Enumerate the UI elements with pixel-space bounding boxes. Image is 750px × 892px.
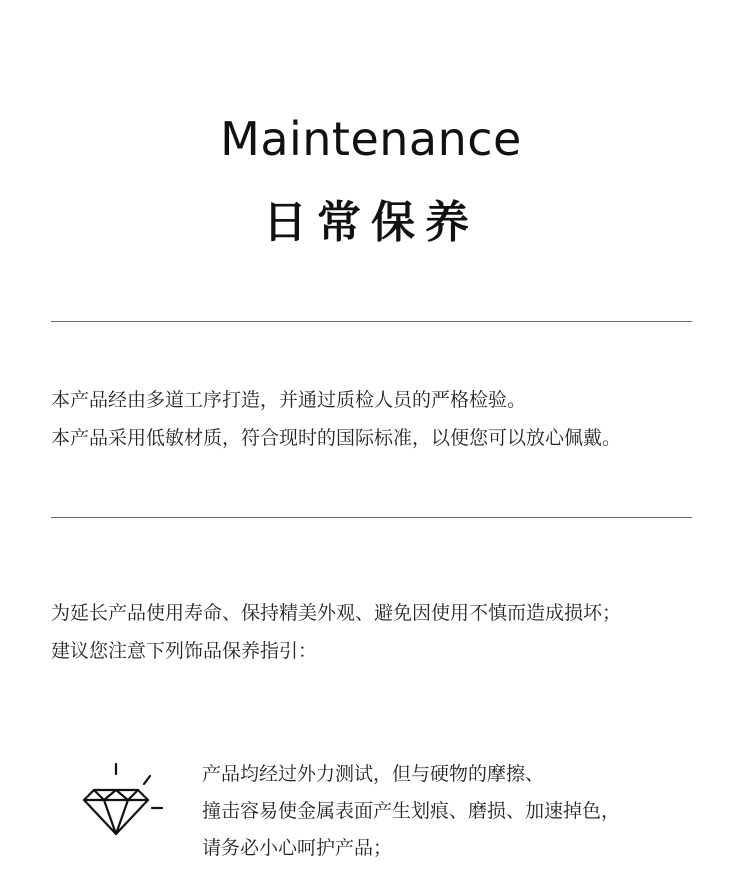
page-title-zh: 日常保养 [263, 197, 479, 248]
intro-line: 本产品采用低敏材质，符合现时的国际标准，以便您可以放心佩戴。 [51, 427, 622, 449]
tip-line: 请务必小心呵护产品； [202, 837, 393, 859]
diamond-icon [80, 760, 172, 840]
divider-top [51, 321, 692, 322]
page-title-en: Maintenance [220, 112, 522, 166]
intro-line: 本产品经由多道工序打造，并通过质检人员的严格检验。 [51, 389, 527, 411]
tip-item [202, 756, 620, 867]
divider-middle [51, 517, 692, 518]
advice-line: 为延长产品使用寿命、保持精美外观、避免因使用不慎而造成损坏； [51, 602, 622, 624]
advice-line: 建议您注意下列饰品保养指引： [51, 640, 318, 662]
advice-paragraph [51, 594, 621, 670]
tip-line: 产品均经过外力测试，但与硬物的摩擦、 [202, 763, 545, 785]
intro-paragraph [51, 381, 621, 457]
tip-line: 撞击容易使金属表面产生划痕、磨损、加速掉色， [202, 800, 621, 822]
